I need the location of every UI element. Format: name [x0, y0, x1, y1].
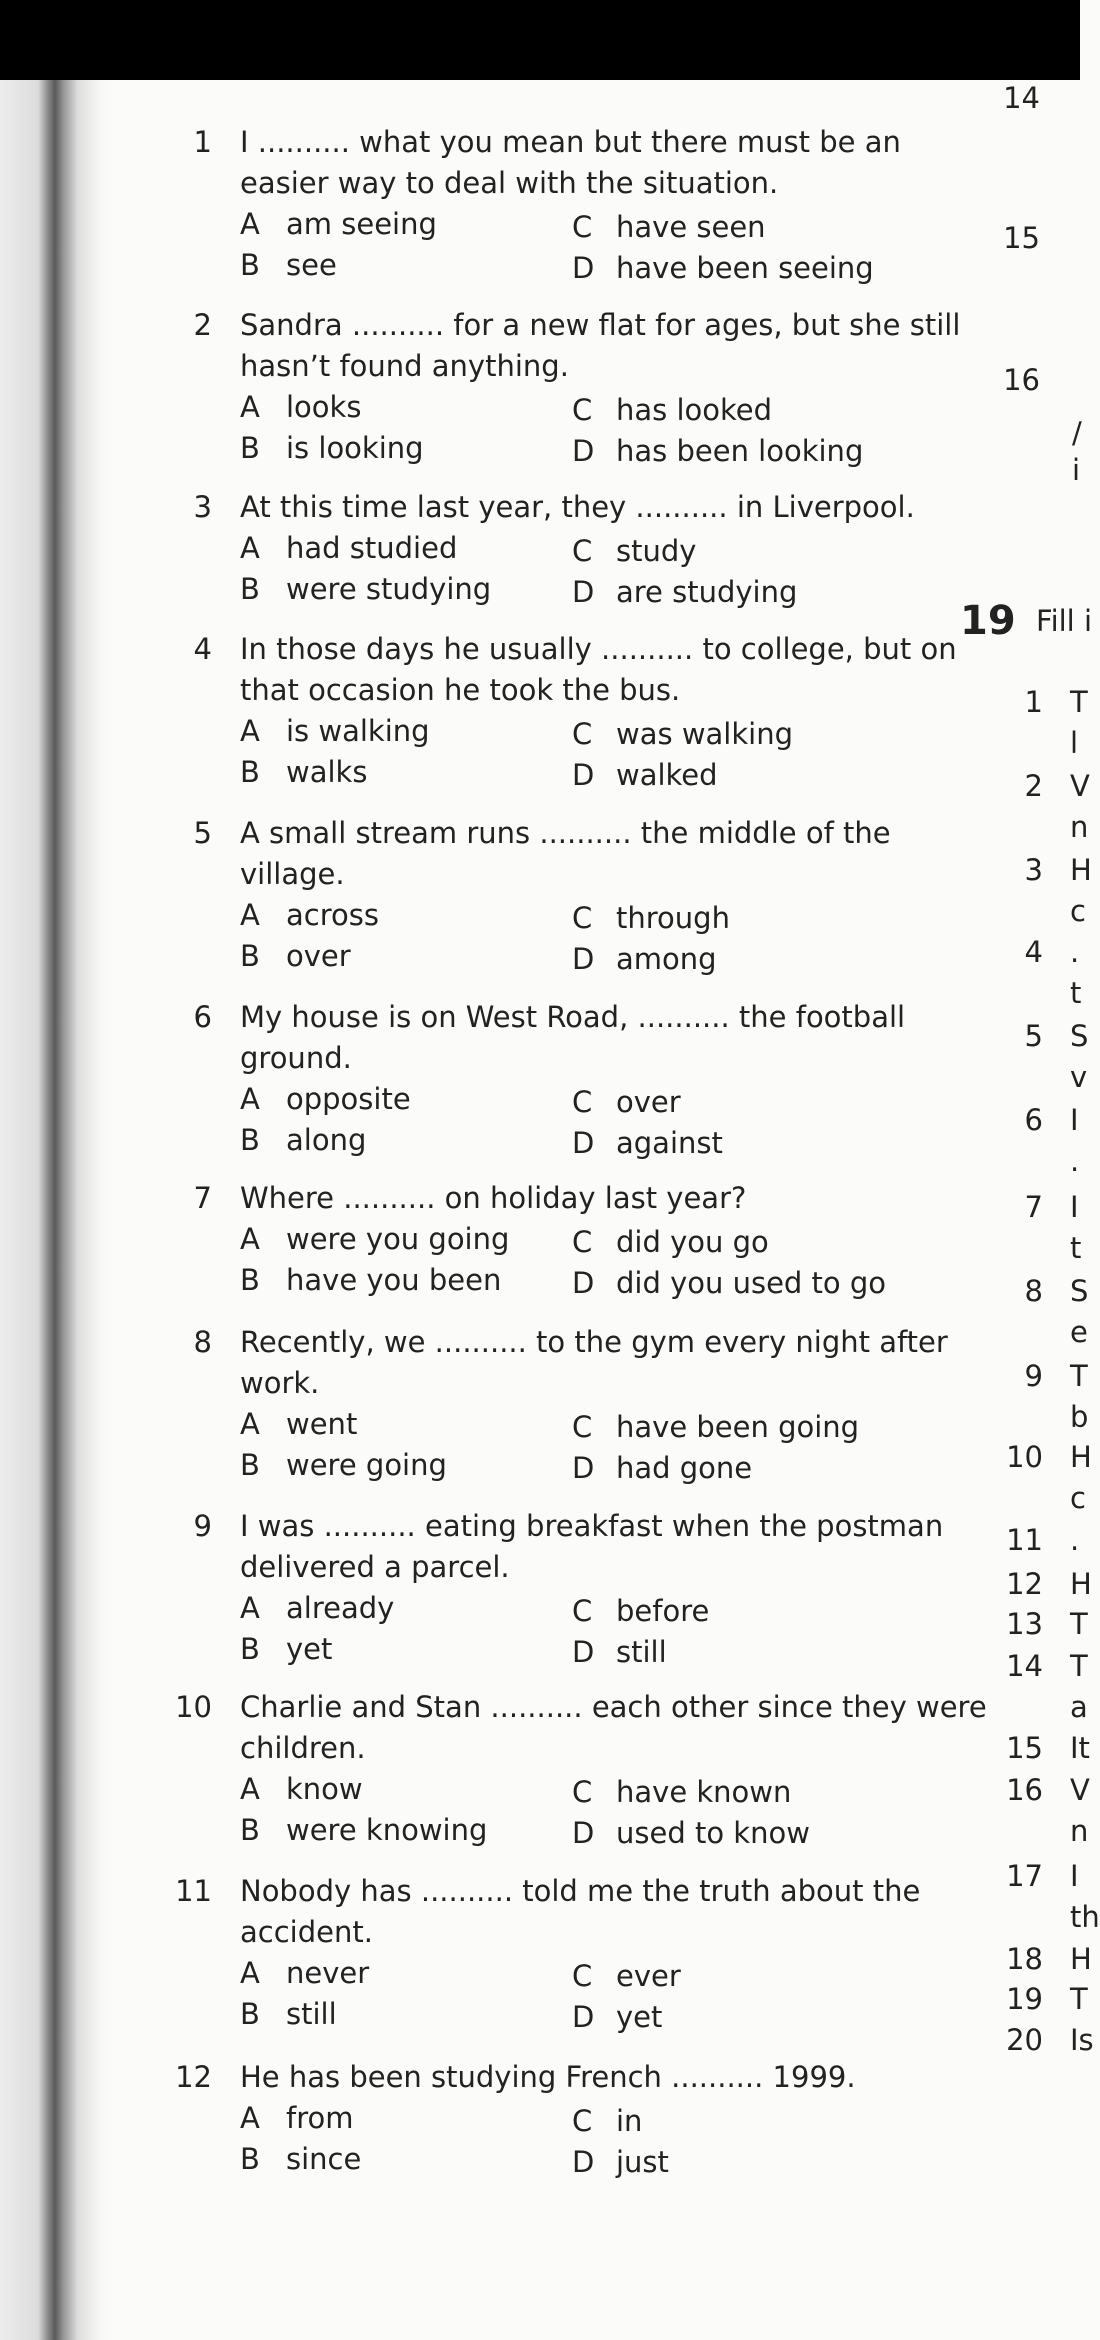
- clipped-text-fragment: v: [1070, 1060, 1088, 1094]
- question-text-line: hasn’t found anything.: [240, 349, 569, 383]
- option-letter-a[interactable]: A: [240, 1591, 260, 1625]
- exercise-item-number: 10: [1006, 1440, 1043, 1474]
- option-text-b[interactable]: is looking: [286, 431, 424, 465]
- exercise-item-number: 12: [1006, 1567, 1043, 1601]
- clipped-text-fragment: th: [1070, 1900, 1100, 1934]
- option-letter-c[interactable]: C: [572, 1410, 593, 1444]
- option-letter-b[interactable]: B: [240, 1448, 260, 1482]
- option-letter-d[interactable]: D: [572, 1451, 595, 1485]
- option-letter-d[interactable]: D: [572, 2000, 595, 2034]
- clipped-text-fragment: S: [1070, 1274, 1089, 1308]
- clipped-text-fragment: /: [1072, 416, 1082, 450]
- option-text-d[interactable]: walked: [616, 758, 718, 792]
- option-letter-c[interactable]: C: [572, 717, 593, 751]
- option-letter-b[interactable]: B: [240, 2142, 260, 2176]
- question-text-line: work.: [240, 1366, 320, 1400]
- option-text-b[interactable]: over: [286, 939, 351, 973]
- exercise-item-number: 14: [1006, 1649, 1043, 1683]
- option-letter-a[interactable]: A: [240, 531, 260, 565]
- option-letter-d[interactable]: D: [572, 1126, 595, 1160]
- top-black-bar: [0, 0, 1080, 80]
- option-text-c[interactable]: have known: [616, 1775, 792, 1809]
- option-text-d[interactable]: have been seeing: [616, 251, 874, 285]
- option-letter-a[interactable]: A: [240, 1956, 260, 1990]
- option-text-a[interactable]: already: [286, 1591, 395, 1625]
- clipped-text-fragment: T: [1070, 1359, 1088, 1393]
- exercise-instruction-clipped: Fill i: [1036, 604, 1093, 638]
- option-letter-a[interactable]: A: [240, 1222, 260, 1256]
- option-letter-b[interactable]: B: [240, 248, 260, 282]
- option-text-d[interactable]: yet: [616, 2000, 663, 2034]
- exercise-item-number: 17: [1006, 1859, 1043, 1893]
- option-text-c[interactable]: through: [616, 901, 730, 935]
- clipped-text-fragment: t: [1070, 1231, 1082, 1265]
- question-text-line: accident.: [240, 1915, 373, 1949]
- option-letter-d[interactable]: D: [572, 1816, 595, 1850]
- option-letter-b[interactable]: B: [240, 1813, 260, 1847]
- clipped-text-fragment: t: [1070, 976, 1082, 1010]
- question-number: 4: [193, 632, 212, 666]
- clipped-text-fragment: H: [1070, 853, 1092, 887]
- question-text-line: Nobody has .......... told me the truth about the: [240, 1874, 921, 1908]
- option-text-b[interactable]: were going: [286, 1448, 447, 1482]
- option-letter-c[interactable]: C: [572, 1959, 593, 1993]
- option-letter-d[interactable]: D: [572, 251, 595, 285]
- option-text-b[interactable]: still: [286, 1997, 337, 2031]
- option-letter-d[interactable]: D: [572, 575, 595, 609]
- clipped-text-fragment: V: [1070, 769, 1090, 803]
- clipped-text-fragment: e: [1070, 1315, 1088, 1349]
- clipped-text-fragment: n: [1070, 1814, 1089, 1848]
- question-number: 1: [193, 125, 212, 159]
- option-letter-c[interactable]: C: [572, 393, 593, 427]
- option-text-d[interactable]: against: [616, 1126, 723, 1160]
- clipped-text-fragment: I: [1070, 1859, 1079, 1893]
- option-text-d[interactable]: has been looking: [616, 434, 864, 468]
- option-letter-d[interactable]: D: [572, 434, 595, 468]
- option-text-d[interactable]: just: [616, 2145, 669, 2179]
- question-number: 10: [175, 1690, 212, 1724]
- clipped-text-fragment: V: [1070, 1773, 1090, 1807]
- option-text-d[interactable]: among: [616, 942, 717, 976]
- option-letter-d[interactable]: D: [572, 942, 595, 976]
- question-text-line: Charlie and Stan .......... each other since they were: [240, 1690, 987, 1724]
- option-letter-a[interactable]: A: [240, 2101, 260, 2135]
- option-text-c[interactable]: did you go: [616, 1225, 769, 1259]
- exercise-number: 19: [960, 598, 1016, 644]
- option-text-d[interactable]: had gone: [616, 1451, 753, 1485]
- option-text-b[interactable]: have you been: [286, 1263, 502, 1297]
- question-text-line: A small stream runs .......... the middle of the: [240, 816, 891, 850]
- prev-question-number: 14: [1003, 81, 1040, 115]
- exercise-item-number: 13: [1006, 1607, 1043, 1641]
- option-letter-b[interactable]: B: [240, 1123, 260, 1157]
- option-text-c[interactable]: before: [616, 1594, 710, 1628]
- question-text-line: Sandra .......... for a new flat for ages, but she still: [240, 308, 961, 342]
- question-text-line: In those days he usually .......... to college, but on: [240, 632, 957, 666]
- question-text-line: delivered a parcel.: [240, 1550, 510, 1584]
- option-text-a[interactable]: am seeing: [286, 207, 437, 241]
- exercise-item-number: 9: [1024, 1359, 1043, 1393]
- clipped-text-fragment: .: [1070, 1144, 1080, 1178]
- clipped-text-fragment: i: [1072, 453, 1081, 487]
- option-text-a[interactable]: across: [286, 898, 379, 932]
- option-text-c[interactable]: study: [616, 534, 697, 568]
- question-text-line: Where .......... on holiday last year?: [240, 1181, 747, 1215]
- option-letter-a[interactable]: A: [240, 1772, 260, 1806]
- question-text-line: My house is on West Road, .......... the football: [240, 1000, 906, 1034]
- option-text-a[interactable]: is walking: [286, 714, 430, 748]
- option-letter-b[interactable]: B: [240, 755, 260, 789]
- exercise-item-number: 8: [1024, 1274, 1043, 1308]
- exercise-item-number: 15: [1006, 1731, 1043, 1765]
- option-letter-c[interactable]: C: [572, 1225, 593, 1259]
- question-text-line: easier way to deal with the situation.: [240, 166, 779, 200]
- option-text-c[interactable]: has looked: [616, 393, 773, 427]
- option-letter-c[interactable]: C: [572, 1085, 593, 1119]
- question-text-line: I .......... what you mean but there must be an: [240, 125, 901, 159]
- option-letter-b[interactable]: B: [240, 1263, 260, 1297]
- option-letter-c[interactable]: C: [572, 901, 593, 935]
- option-text-a[interactable]: from: [286, 2101, 354, 2135]
- option-text-b[interactable]: walks: [286, 755, 368, 789]
- option-text-c[interactable]: have been going: [616, 1410, 860, 1444]
- option-letter-b[interactable]: B: [240, 939, 260, 973]
- option-text-a[interactable]: looks: [286, 390, 362, 424]
- option-text-c[interactable]: have seen: [616, 210, 766, 244]
- option-text-b[interactable]: see: [286, 248, 337, 282]
- exercise-item-number: 20: [1006, 2023, 1043, 2057]
- question-number: 12: [175, 2060, 212, 2094]
- option-text-a[interactable]: opposite: [286, 1082, 411, 1116]
- option-text-a[interactable]: went: [286, 1407, 358, 1441]
- option-letter-a[interactable]: A: [240, 714, 260, 748]
- option-letter-a[interactable]: A: [240, 898, 260, 932]
- option-letter-a[interactable]: A: [240, 1082, 260, 1116]
- option-text-c[interactable]: was walking: [616, 717, 794, 751]
- exercise-item-number: 3: [1024, 853, 1043, 887]
- option-letter-b[interactable]: B: [240, 1997, 260, 2031]
- clipped-text-fragment: Is: [1070, 2023, 1094, 2057]
- clipped-text-fragment: S: [1070, 1019, 1089, 1053]
- clipped-text-fragment: H: [1070, 1942, 1092, 1976]
- option-letter-c[interactable]: C: [572, 210, 593, 244]
- question-number: 7: [193, 1181, 212, 1215]
- option-letter-d[interactable]: D: [572, 1266, 595, 1300]
- option-letter-c[interactable]: C: [572, 534, 593, 568]
- question-text-line: ground.: [240, 1041, 352, 1075]
- exercise-item-number: 2: [1024, 769, 1043, 803]
- book-binding-shadow: [0, 80, 110, 2340]
- option-letter-a[interactable]: A: [240, 390, 260, 424]
- exercise-item-number: 11: [1006, 1523, 1043, 1557]
- question-text-line: village.: [240, 857, 345, 891]
- option-text-c[interactable]: over: [616, 1085, 681, 1119]
- question-number: 6: [193, 1000, 212, 1034]
- clipped-text-fragment: T: [1070, 1649, 1088, 1683]
- question-text-line: Recently, we .......... to the gym every night after: [240, 1325, 948, 1359]
- option-letter-c[interactable]: C: [572, 2104, 593, 2138]
- clipped-text-fragment: It: [1070, 1731, 1090, 1765]
- option-letter-b[interactable]: B: [240, 431, 260, 465]
- question-number: 11: [175, 1874, 212, 1908]
- option-letter-b[interactable]: B: [240, 572, 260, 606]
- option-letter-b[interactable]: B: [240, 1632, 260, 1666]
- question-text-line: I was .......... eating breakfast when the postman: [240, 1509, 944, 1543]
- option-text-a[interactable]: were you going: [286, 1222, 510, 1256]
- option-text-a[interactable]: know: [286, 1772, 363, 1806]
- clipped-text-fragment: l: [1070, 726, 1079, 760]
- question-number: 3: [193, 490, 212, 524]
- exercise-item-number: 6: [1024, 1103, 1043, 1137]
- option-letter-d[interactable]: D: [572, 758, 595, 792]
- clipped-text-fragment: .: [1070, 1523, 1080, 1557]
- exercise-item-number: 18: [1006, 1942, 1043, 1976]
- clipped-text-fragment: b: [1070, 1400, 1089, 1434]
- clipped-text-fragment: I: [1070, 1103, 1079, 1137]
- clipped-text-fragment: c: [1070, 894, 1086, 928]
- option-text-d[interactable]: did you used to go: [616, 1266, 887, 1300]
- option-text-d[interactable]: still: [616, 1635, 667, 1669]
- clipped-text-fragment: H: [1070, 1567, 1092, 1601]
- question-text-line: that occasion he took the bus.: [240, 673, 681, 707]
- option-letter-d[interactable]: D: [572, 2145, 595, 2179]
- prev-question-number: 15: [1003, 221, 1040, 255]
- clipped-text-fragment: T: [1070, 1607, 1088, 1641]
- option-letter-c[interactable]: C: [572, 1594, 593, 1628]
- option-text-c[interactable]: in: [616, 2104, 643, 2138]
- clipped-text-fragment: T: [1070, 685, 1088, 719]
- question-text-line: children.: [240, 1731, 366, 1765]
- exercise-item-number: 4: [1024, 935, 1043, 969]
- prev-question-number: 16: [1003, 363, 1040, 397]
- exercise-item-number: 1: [1024, 685, 1043, 719]
- option-letter-a[interactable]: A: [240, 207, 260, 241]
- question-number: 2: [193, 308, 212, 342]
- clipped-text-fragment: a: [1070, 1690, 1088, 1724]
- option-text-b[interactable]: along: [286, 1123, 367, 1157]
- exercise-item-number: 7: [1024, 1190, 1043, 1224]
- clipped-text-fragment: n: [1070, 810, 1089, 844]
- option-letter-d[interactable]: D: [572, 1635, 595, 1669]
- exercise-item-number: 19: [1006, 1982, 1043, 2016]
- question-number: 5: [193, 816, 212, 850]
- option-text-b[interactable]: were knowing: [286, 1813, 488, 1847]
- option-text-b[interactable]: were studying: [286, 572, 492, 606]
- clipped-text-fragment: I: [1070, 1190, 1079, 1224]
- clipped-text-fragment: .: [1070, 935, 1080, 969]
- option-text-a[interactable]: never: [286, 1956, 370, 1990]
- option-text-b[interactable]: yet: [286, 1632, 333, 1666]
- exercise-item-number: 16: [1006, 1773, 1043, 1807]
- option-text-d[interactable]: are studying: [616, 575, 798, 609]
- clipped-text-fragment: T: [1070, 1982, 1088, 2016]
- option-text-d[interactable]: used to know: [616, 1816, 810, 1850]
- question-number: 8: [193, 1325, 212, 1359]
- option-letter-c[interactable]: C: [572, 1775, 593, 1809]
- option-text-c[interactable]: ever: [616, 1959, 681, 1993]
- question-text-line: At this time last year, they .......... in Liverpool.: [240, 490, 915, 524]
- exercise-item-number: 5: [1024, 1019, 1043, 1053]
- question-number: 9: [193, 1509, 212, 1543]
- clipped-text-fragment: c: [1070, 1481, 1086, 1515]
- clipped-text-fragment: H: [1070, 1440, 1092, 1474]
- option-letter-a[interactable]: A: [240, 1407, 260, 1441]
- option-text-b[interactable]: since: [286, 2142, 362, 2176]
- question-text-line: He has been studying French .......... 1999.: [240, 2060, 856, 2094]
- option-text-a[interactable]: had studied: [286, 531, 458, 565]
